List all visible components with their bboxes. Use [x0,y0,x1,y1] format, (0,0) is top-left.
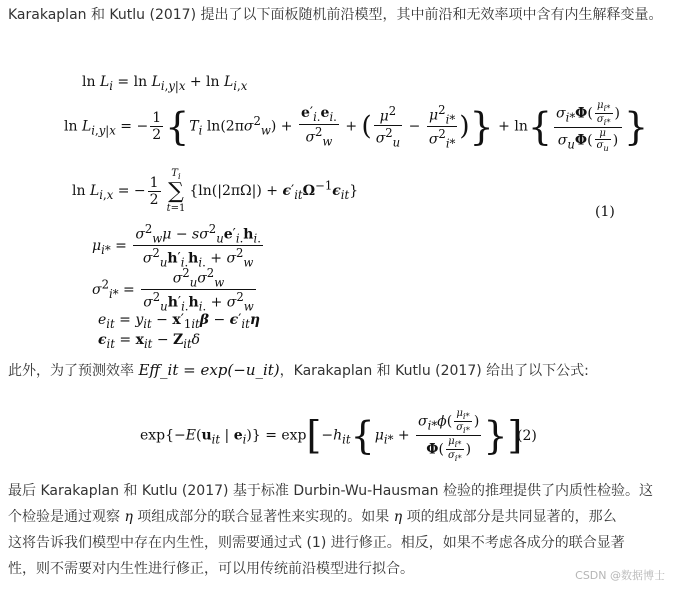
eq1-line6: $e_{it} = y_{it} - x'_{1it}\beta - \epsilon'_{it}\eta$ [98,312,260,331]
final-line-2-a: 个检验是通过观察 [8,509,125,525]
eq1-line4: $\mu_{i*}$ = $\frac{\sigma^2_w\mu - s\sigma^2_ue'_{i.}h_{i.}}{\sigma^2_uh'_{i.}h_{i.} + \sigma^2_w}$ [92,222,261,270]
final-line-2 [8,504,667,530]
mid-paragraph [8,357,667,384]
eta-symbol: η [124,509,133,525]
final-paragraph [8,478,667,582]
eq1-line5: $\sigma^2_{i*}$ = $\frac{\sigma^2_u\sigma^2_w}{\sigma^2_uh'_{i.}h_{i.} + \sigma^2_w}$ [92,266,254,314]
efficiency-formula: Eff_it = exp(−u_it) [138,361,280,379]
final-line-2-c: 项的组成部分是共同显著的，那么 [402,509,617,525]
mid-paragraph-after: ，Karakaplan 和 Kutlu (2017) 给出了以下公式: [279,363,589,379]
eq1-line7: $\epsilon_{it} = x_{it} - Z_{it}\delta$ [98,332,201,351]
intro-paragraph: Karakaplan 和 Kutlu (2017) 提出了以下面板随机前沿模型，其中前沿和无效率项中含有内生解释变量。 [8,7,663,23]
final-line-2-b: 项组成部分的联合显著性来实现的。如果 [132,509,394,525]
eq1-line3: $\ln L_{i,x}$ = − $\frac{1}{2}$ $T_i$ ∑ t=1 $\{\ln(|2\pi\Omega|) + \epsilon'_{it}\Omega^{-1}\epsilon_{it}\}$ [72,168,359,214]
eq2-body: $\exp\{-E(u_{it}$ | $e_i)\} = \exp[-h_{it}\{\mu_{i*}$ + $\sigma_{i*}\phi$( $\frac{\mu_{i*}}{\sigma_{i*}}$ ) Φ( $\frac{\mu_{i*}}{\sigma_{i*}}$ ) }] [140,408,523,463]
eta-symbol-2: η [393,509,403,525]
final-line-1: 最后 Karakaplan 和 Kutlu (2017) 基于标准 Durbin-Wu-Hausman 检验的推理提供了内质性检验。这 [8,483,654,499]
eq2-number: (2) [517,428,537,444]
watermark: CSDN @数据博士 [575,569,665,582]
final-line-4: 性，则不需要对内生性进行修正，可以用传统前沿模型进行拟合。 [8,561,414,577]
eq1-line1: $\ln L_i = \ln L_{i,y|x} + \ln L_{i,x}$ [82,74,248,93]
mid-paragraph-before: 此外，为了预测效率 [8,363,139,379]
eq1-line2: $\ln L_{i,y|x}$ = − $\frac{1}{2}$ {$T_i$ $\ln(2\pi\sigma^2_w)$ + $\frac{e'_{i.}e_{i.}}{\sigma^2_w}$ + ( $\frac{\mu^2}{\sigma^2_u}$ − $\frac{\mu^2_{i*}}{\sigma^2_{i*}}$ )} + ln{ $\sigma_{i*}\Phi$( $\frac{\mu_{i*}}{\sigma_{i*}}$ ) $\sigma_u\Phi$( $\frac{\mu}{\sigma_u}$ ) } [64,100,649,153]
eq1-number: (1) [595,204,615,220]
final-line-3: 这将告诉我们模型中存在内生性，则需要通过式 (1) 进行修正。相反，如果不考虑各成分的联合显著 [8,535,625,551]
